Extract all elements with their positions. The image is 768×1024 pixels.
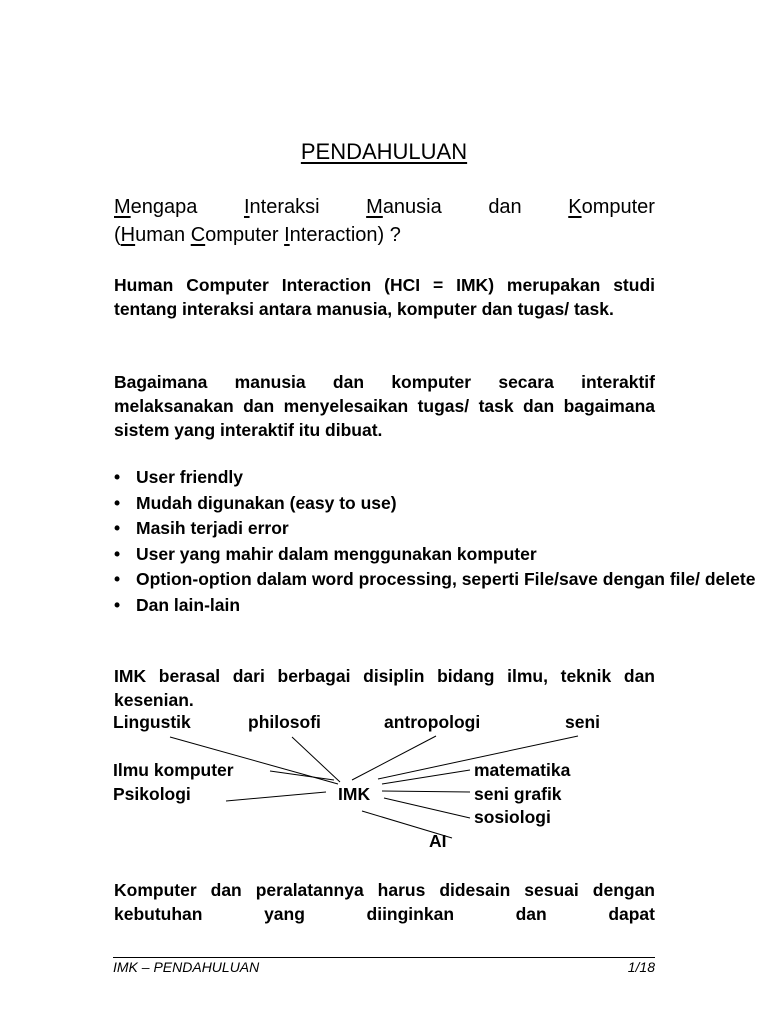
paragraph-hci-definition: Human Computer Interaction (HCI = IMK) merupakan studi tentang interaksi antara manusia, komputer dan tugas/ task.	[114, 275, 655, 319]
list-item: • User yang mahir dalam menggunakan komputer	[114, 542, 655, 566]
diagram-label-seni-grafik: seni grafik	[474, 784, 562, 804]
line-seni-grafik	[382, 791, 470, 792]
list-item: • Mudah digunakan (easy to use)	[114, 491, 655, 515]
diagram-label-psikologi: Psikologi	[113, 784, 191, 804]
heading-word: Manusia	[366, 196, 442, 218]
line-matematika	[382, 770, 470, 784]
footer-page-number: 1/18	[627, 959, 655, 975]
footer-doc-title: IMK – PENDAHULUAN	[113, 959, 260, 975]
heading-word: Komputer	[568, 196, 655, 218]
diagram-label-ilmu-komputer: Ilmu komputer	[113, 760, 234, 780]
diagram-label-philosofi: philosofi	[248, 712, 321, 732]
list-item: • Option-option dalam word processing, seperti File/save dengan file/ delete	[114, 567, 655, 591]
diagram-label-matematika: matematika	[474, 760, 571, 780]
list-item: • Masih terjadi error	[114, 516, 655, 540]
footer-divider	[113, 957, 655, 958]
heading-word: Interaksi	[243, 196, 320, 218]
paragraph-design: Komputer dan peralatannya harus didesain sesuai dengan kebutuhan yang diinginkan dan dapat	[114, 880, 655, 924]
paragraph-disciplines: IMK berasal dari berbagai disiplin bidang ilmu, teknik dan kesenian.	[114, 666, 655, 710]
heading-line-2: (Human Computer Interaction) ?	[114, 224, 401, 246]
diagram-label-antropologi: antropologi	[384, 712, 481, 732]
heading-word: Mengapa	[114, 196, 198, 218]
heading-word: dan	[488, 196, 522, 218]
diagram-label-seni: seni	[565, 712, 601, 732]
list-item: • Dan lain-lain	[114, 593, 655, 617]
line-psikologi	[226, 792, 326, 801]
paragraph-interaction: Bagaimana manusia dan komputer secara interaktif melaksanakan dan menyelesaikan tugas/ task dan bagaimana sistem yang interaktif itu dibuat.	[114, 372, 655, 440]
line-ilmu-komputer	[270, 771, 334, 780]
line-sosiologi	[384, 798, 470, 818]
diagram-label-ai: AI	[429, 831, 447, 851]
list-item: • User friendly	[114, 465, 655, 489]
page-title: PENDAHULUAN	[300, 139, 468, 164]
line-antropologi	[352, 736, 436, 780]
diagram-center-imk: IMK	[338, 784, 371, 804]
diagram-label-lingustik: Lingustik	[113, 712, 191, 732]
diagram-label-sosiologi: sosiologi	[474, 807, 551, 827]
